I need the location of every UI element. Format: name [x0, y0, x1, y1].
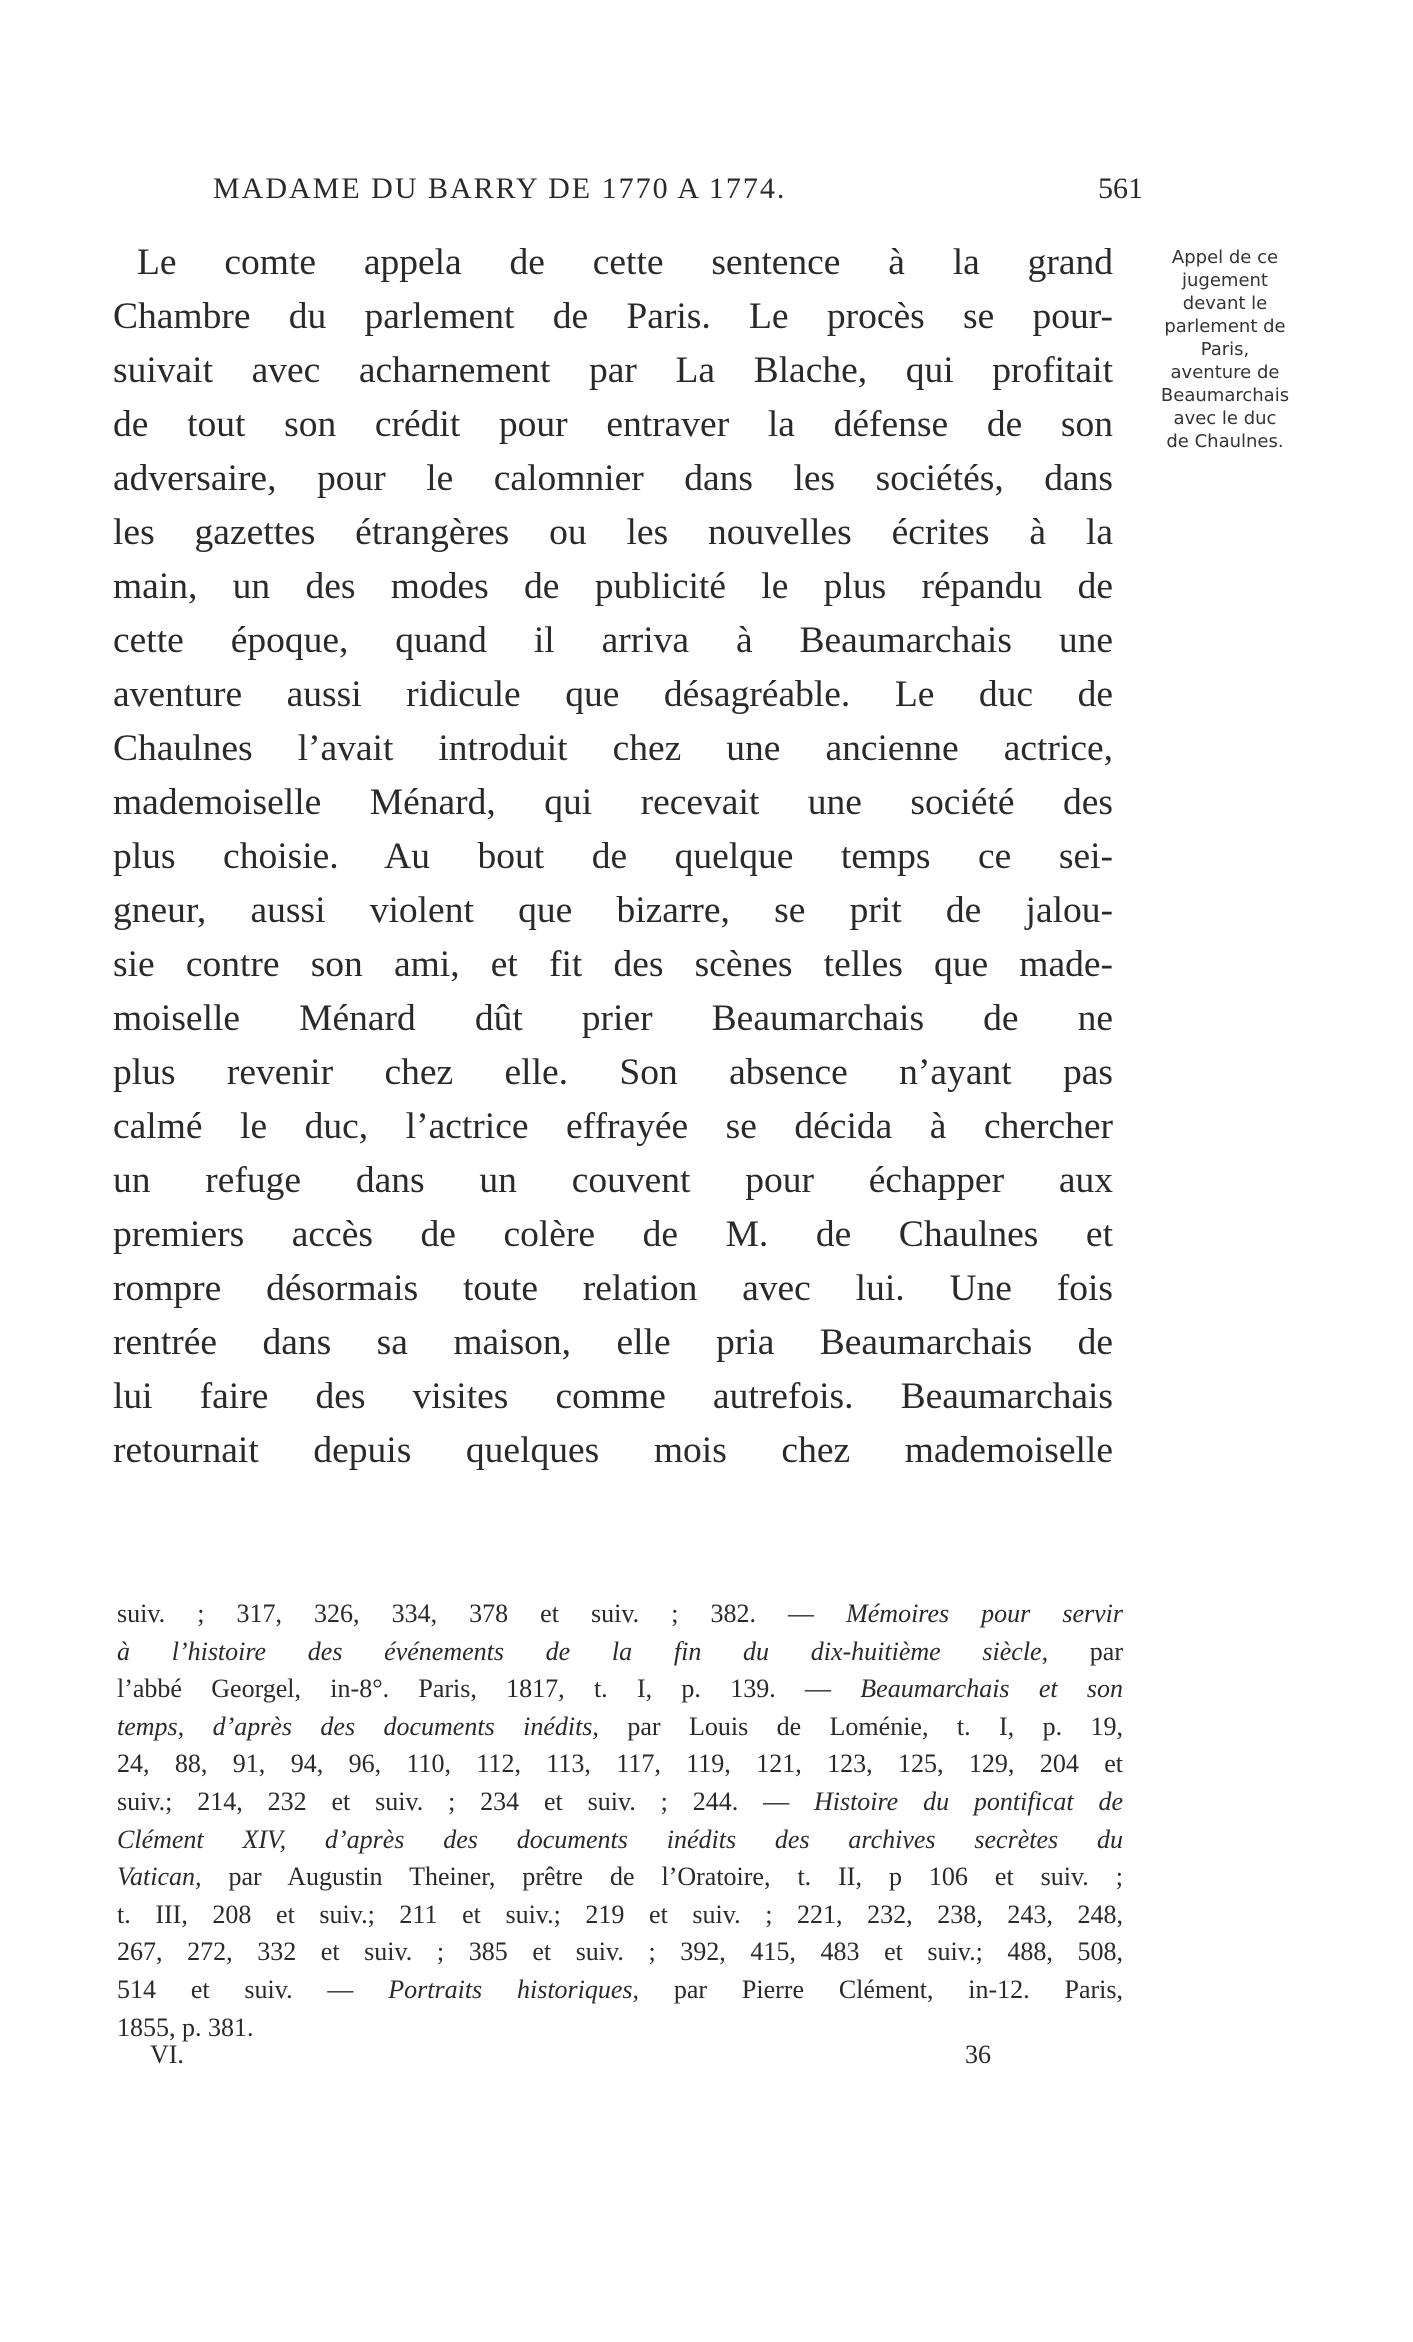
text-line: Le comte appela de cette sentence à la grand: [137, 242, 1113, 283]
marginal-note-line: avec le duc: [1173, 408, 1277, 429]
footnote-text: par Augustin Theiner, prêtre de l’Oratoire, t. II, p 106 et suiv. ;: [201, 1862, 1123, 1892]
text-line: sie contre son ami, et fit des scènes telles que made-: [113, 944, 1113, 985]
text-line: les gazettes étrangères ou les nouvelles écrites à la: [113, 512, 1113, 553]
text-line: plus revenir chez elle. Son absence n’ayant pas: [113, 1052, 1113, 1093]
footnote-line: t. III, 208 et suiv.; 211 et suiv.; 219 et suiv. ; 221, 232, 238, 243, 248,: [117, 1899, 1123, 1929]
footnote-text: par Louis de Loménie, t. I, p. 19,: [598, 1711, 1123, 1741]
marginal-note-line: Beaumarchais: [1160, 385, 1290, 406]
running-title: MADAME DU BARRY DE 1770 A 1774.: [213, 172, 787, 205]
footnote-line: [117, 1821, 1123, 1859]
marginal-note-line: parlement de: [1164, 316, 1286, 337]
marginal-note-line: aventure de: [1170, 362, 1280, 383]
footnote-title: Vatican,: [117, 1862, 202, 1892]
footnote-text: suiv. ; 317, 326, 334, 378 et suiv. ; 382. —: [117, 1599, 847, 1628]
signature-number: 36: [965, 2040, 991, 2069]
footnote-line: 24, 88, 91, 94, 96, 110, 112, 113, 117, 119, 121, 123, 125, 129, 204 et: [117, 1749, 1123, 1779]
footnote-line: [117, 1595, 1123, 1633]
footnote-text: l’abbé Georgel, in-8°. Paris, 1817, t. I, p. 139. —: [117, 1674, 861, 1704]
text-line: main, un des modes de publicité le plus répandu de: [113, 566, 1113, 607]
footnote-line: [117, 1670, 1123, 1708]
text-line: de tout son crédit pour entraver la défense de son: [113, 404, 1113, 445]
footnote-text: suiv.; 214, 232 et suiv. ; 234 et suiv. ; 244. —: [117, 1786, 814, 1816]
marginal-note-line: jugement: [1182, 270, 1268, 291]
footnote-line: 1855, p. 381.: [117, 2012, 254, 2042]
text-line: calmé le duc, l’actrice effrayée se décida à chercher: [113, 1106, 1113, 1147]
text-line: moiselle Ménard dût prier Beaumarchais de ne: [113, 998, 1113, 1039]
footnote-line: [117, 1633, 1123, 1671]
footnote-text: 514 et suiv. —: [117, 1974, 389, 2004]
footnote-line: 267, 272, 332 et suiv. ; 385 et suiv. ; 392, 415, 483 et suiv.; 488, 508,: [117, 1937, 1123, 1967]
text-line: Chambre du parlement de Paris. Le procès se pour-: [113, 296, 1113, 337]
text-line: Chaulnes l’avait introduit chez une ancienne actrice,: [113, 728, 1113, 769]
footnote-title: temps, d’après des documents inédits,: [117, 1711, 599, 1741]
page-footer: [150, 2040, 1050, 2076]
text-line: rentrée dans sa maison, elle pria Beaumarchais de: [113, 1322, 1113, 1363]
footnote-text: par: [1048, 1636, 1124, 1666]
marginal-note-line: Paris,: [1200, 339, 1250, 360]
text-line: gneur, aussi violent que bizarre, se prit de jalou-: [113, 890, 1113, 931]
text-line: retournait depuis quelques mois chez mademoiselle: [113, 1430, 1113, 1471]
footnote-title: Histoire du pontificat de: [813, 1786, 1123, 1816]
marginal-note-line: devant le: [1182, 293, 1268, 314]
marginal-note-line: Appel de ce: [1171, 247, 1279, 268]
text-line: un refuge dans un couvent pour échapper aux: [113, 1160, 1113, 1201]
footnote-line: [117, 1783, 1123, 1821]
footnote-title: Beaumarchais et son: [860, 1674, 1123, 1704]
running-header: [213, 172, 1143, 212]
footnote-text: par Pierre Clément, in-12. Paris,: [639, 1974, 1123, 2004]
footnote-line: [117, 1858, 1123, 1896]
volume-mark: VI.: [150, 2040, 184, 2069]
page-number: 561: [1098, 172, 1143, 205]
text-line: plus choisie. Au bout de quelque temps ce sei-: [113, 836, 1113, 877]
footnote-line: [117, 1708, 1123, 1746]
text-line: mademoiselle Ménard, qui recevait une société des: [113, 782, 1113, 823]
footnotes: [117, 1595, 1123, 2046]
text-line: rompre désormais toute relation avec lui. Une fois: [113, 1268, 1113, 1309]
footnote-title: Mémoires pour servir: [846, 1599, 1123, 1628]
text-line: premiers accès de colère de M. de Chaulnes et: [113, 1214, 1113, 1255]
footnote-title: Portraits historiques,: [388, 1974, 640, 2004]
footnote-line: [117, 1971, 1123, 2009]
text-line: suivait avec acharnement par La Blache, qui profitait: [113, 350, 1113, 391]
text-line: aventure aussi ridicule que désagréable. Le duc de: [113, 674, 1113, 715]
marginal-note: [1136, 246, 1314, 453]
text-line: cette époque, quand il arriva à Beaumarchais une: [113, 620, 1113, 661]
text-line: lui faire des visites comme autrefois. Beaumarchais: [113, 1376, 1113, 1417]
body-text: [113, 236, 1113, 1478]
footnote-title: Clément XIV, d’après des documents inédits des archives secrètes du: [117, 1824, 1123, 1854]
footnote-title: à l’histoire des événements de la fin du dix-huitième siècle,: [117, 1636, 1049, 1666]
text-line: adversaire, pour le calomnier dans les sociétés, dans: [113, 458, 1113, 499]
marginal-note-line: de Chaulnes.: [1166, 431, 1284, 452]
